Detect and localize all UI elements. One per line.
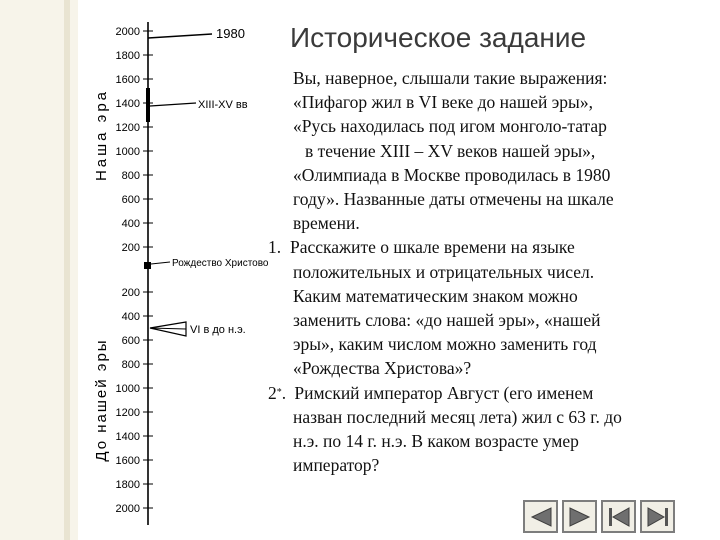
tick-label-bc: 1200 <box>115 407 140 419</box>
task1-line: заменить слова: «до нашей эры», «нашей <box>293 310 601 331</box>
tick-label-ad: 1800 <box>115 50 140 62</box>
tick-label-ad: 2000 <box>115 26 140 38</box>
next-slide-button[interactable] <box>562 500 597 533</box>
marker-bc-label: VI в до н.э. <box>190 324 246 336</box>
task1-first-line <box>268 235 708 259</box>
marker-nativity-label: Рождество Христово <box>172 258 269 269</box>
tick-label-ad: 1000 <box>115 146 140 158</box>
marker-centuries-label: XIII-XV вв <box>198 99 248 111</box>
tick-label-ad: 1200 <box>115 122 140 134</box>
tick-label-ad: 800 <box>121 170 140 182</box>
paragraph-line: в течение XIII – XV веков нашей эры», <box>305 140 596 161</box>
marker-1980-line <box>148 34 212 38</box>
slide-text <box>268 66 708 477</box>
tick-label-bc: 200 <box>121 287 140 299</box>
paragraph-line: году». Названные даты отмечены на шкале <box>293 189 614 210</box>
skip-first-icon <box>607 506 631 528</box>
paragraph-line: «Пифагор жил в VI веке до нашей эры», <box>293 92 593 113</box>
task2-first-line <box>268 381 708 405</box>
last-slide-button[interactable] <box>640 500 675 533</box>
tick-label-bc: 800 <box>121 359 140 371</box>
slide-title: Историческое задание <box>290 22 587 53</box>
tick-label-bc: 2000 <box>115 503 140 515</box>
task2-line: император? <box>293 455 380 476</box>
task2-star: * <box>276 386 282 398</box>
tick-label-ad: 400 <box>121 218 140 230</box>
task1-number: 1. <box>268 237 282 258</box>
triangle-right-icon <box>568 506 592 528</box>
paragraph-line: «Русь находилась под игом монголо-татар <box>293 116 607 137</box>
marker-nativity-square <box>144 262 151 269</box>
task1-line: «Рождества Христова»? <box>293 358 472 379</box>
prev-slide-button[interactable] <box>523 500 558 533</box>
tick-label-bc: 600 <box>121 335 140 347</box>
task2-number-digit: 2 <box>268 382 277 403</box>
tick-label-bc: 400 <box>121 311 140 323</box>
tick-label-ad: 1400 <box>115 98 140 110</box>
era-label-bc: До нашей эры <box>93 338 110 462</box>
task1-line: Каким математическим знаком можно <box>293 285 578 306</box>
marker-nativity-line <box>151 262 170 264</box>
marker-centuries-line <box>150 103 196 106</box>
skip-last-icon <box>646 506 670 528</box>
task2-number-dot: . <box>281 382 287 403</box>
task2-line: назван последний месяц лета) жил с 63 г. до <box>293 406 622 427</box>
tick-label-bc: 1000 <box>115 383 140 395</box>
task1-line: положительных и отрицательных чисел. <box>293 261 595 282</box>
paragraph-line: Вы, наверное, слышали такие выражения: <box>293 68 608 88</box>
marker-1980-label: 1980 <box>216 26 245 41</box>
paragraph-line: времени. <box>293 213 360 234</box>
first-slide-button[interactable] <box>601 500 636 533</box>
slide-navigation <box>523 500 675 533</box>
task2-line: Римский император Август (его именем <box>294 382 594 403</box>
tick-label-bc: 1800 <box>115 479 140 491</box>
tick-label-bc: 1400 <box>115 431 140 443</box>
tick-label-ad: 600 <box>121 194 140 206</box>
task2-number <box>268 381 290 405</box>
tick-label-ad: 1600 <box>115 74 140 86</box>
timeline-figure <box>0 0 270 540</box>
task2-line: н.э. по 14 г. н.э. В каком возрасте умер <box>293 431 579 452</box>
triangle-left-icon <box>529 506 553 528</box>
marker-centuries-bar <box>146 88 150 122</box>
paragraph-line: «Олимпиада в Москве проводилась в 1980 <box>293 164 611 185</box>
task1-line: эры», каким числом можно заменить год <box>293 334 597 355</box>
tick-label-bc: 1600 <box>115 455 140 467</box>
tick-label-ad: 200 <box>121 242 140 254</box>
task1-line: Расскажите о шкале времени на языке <box>290 237 575 258</box>
era-label-ad: Наша эра <box>93 88 110 182</box>
